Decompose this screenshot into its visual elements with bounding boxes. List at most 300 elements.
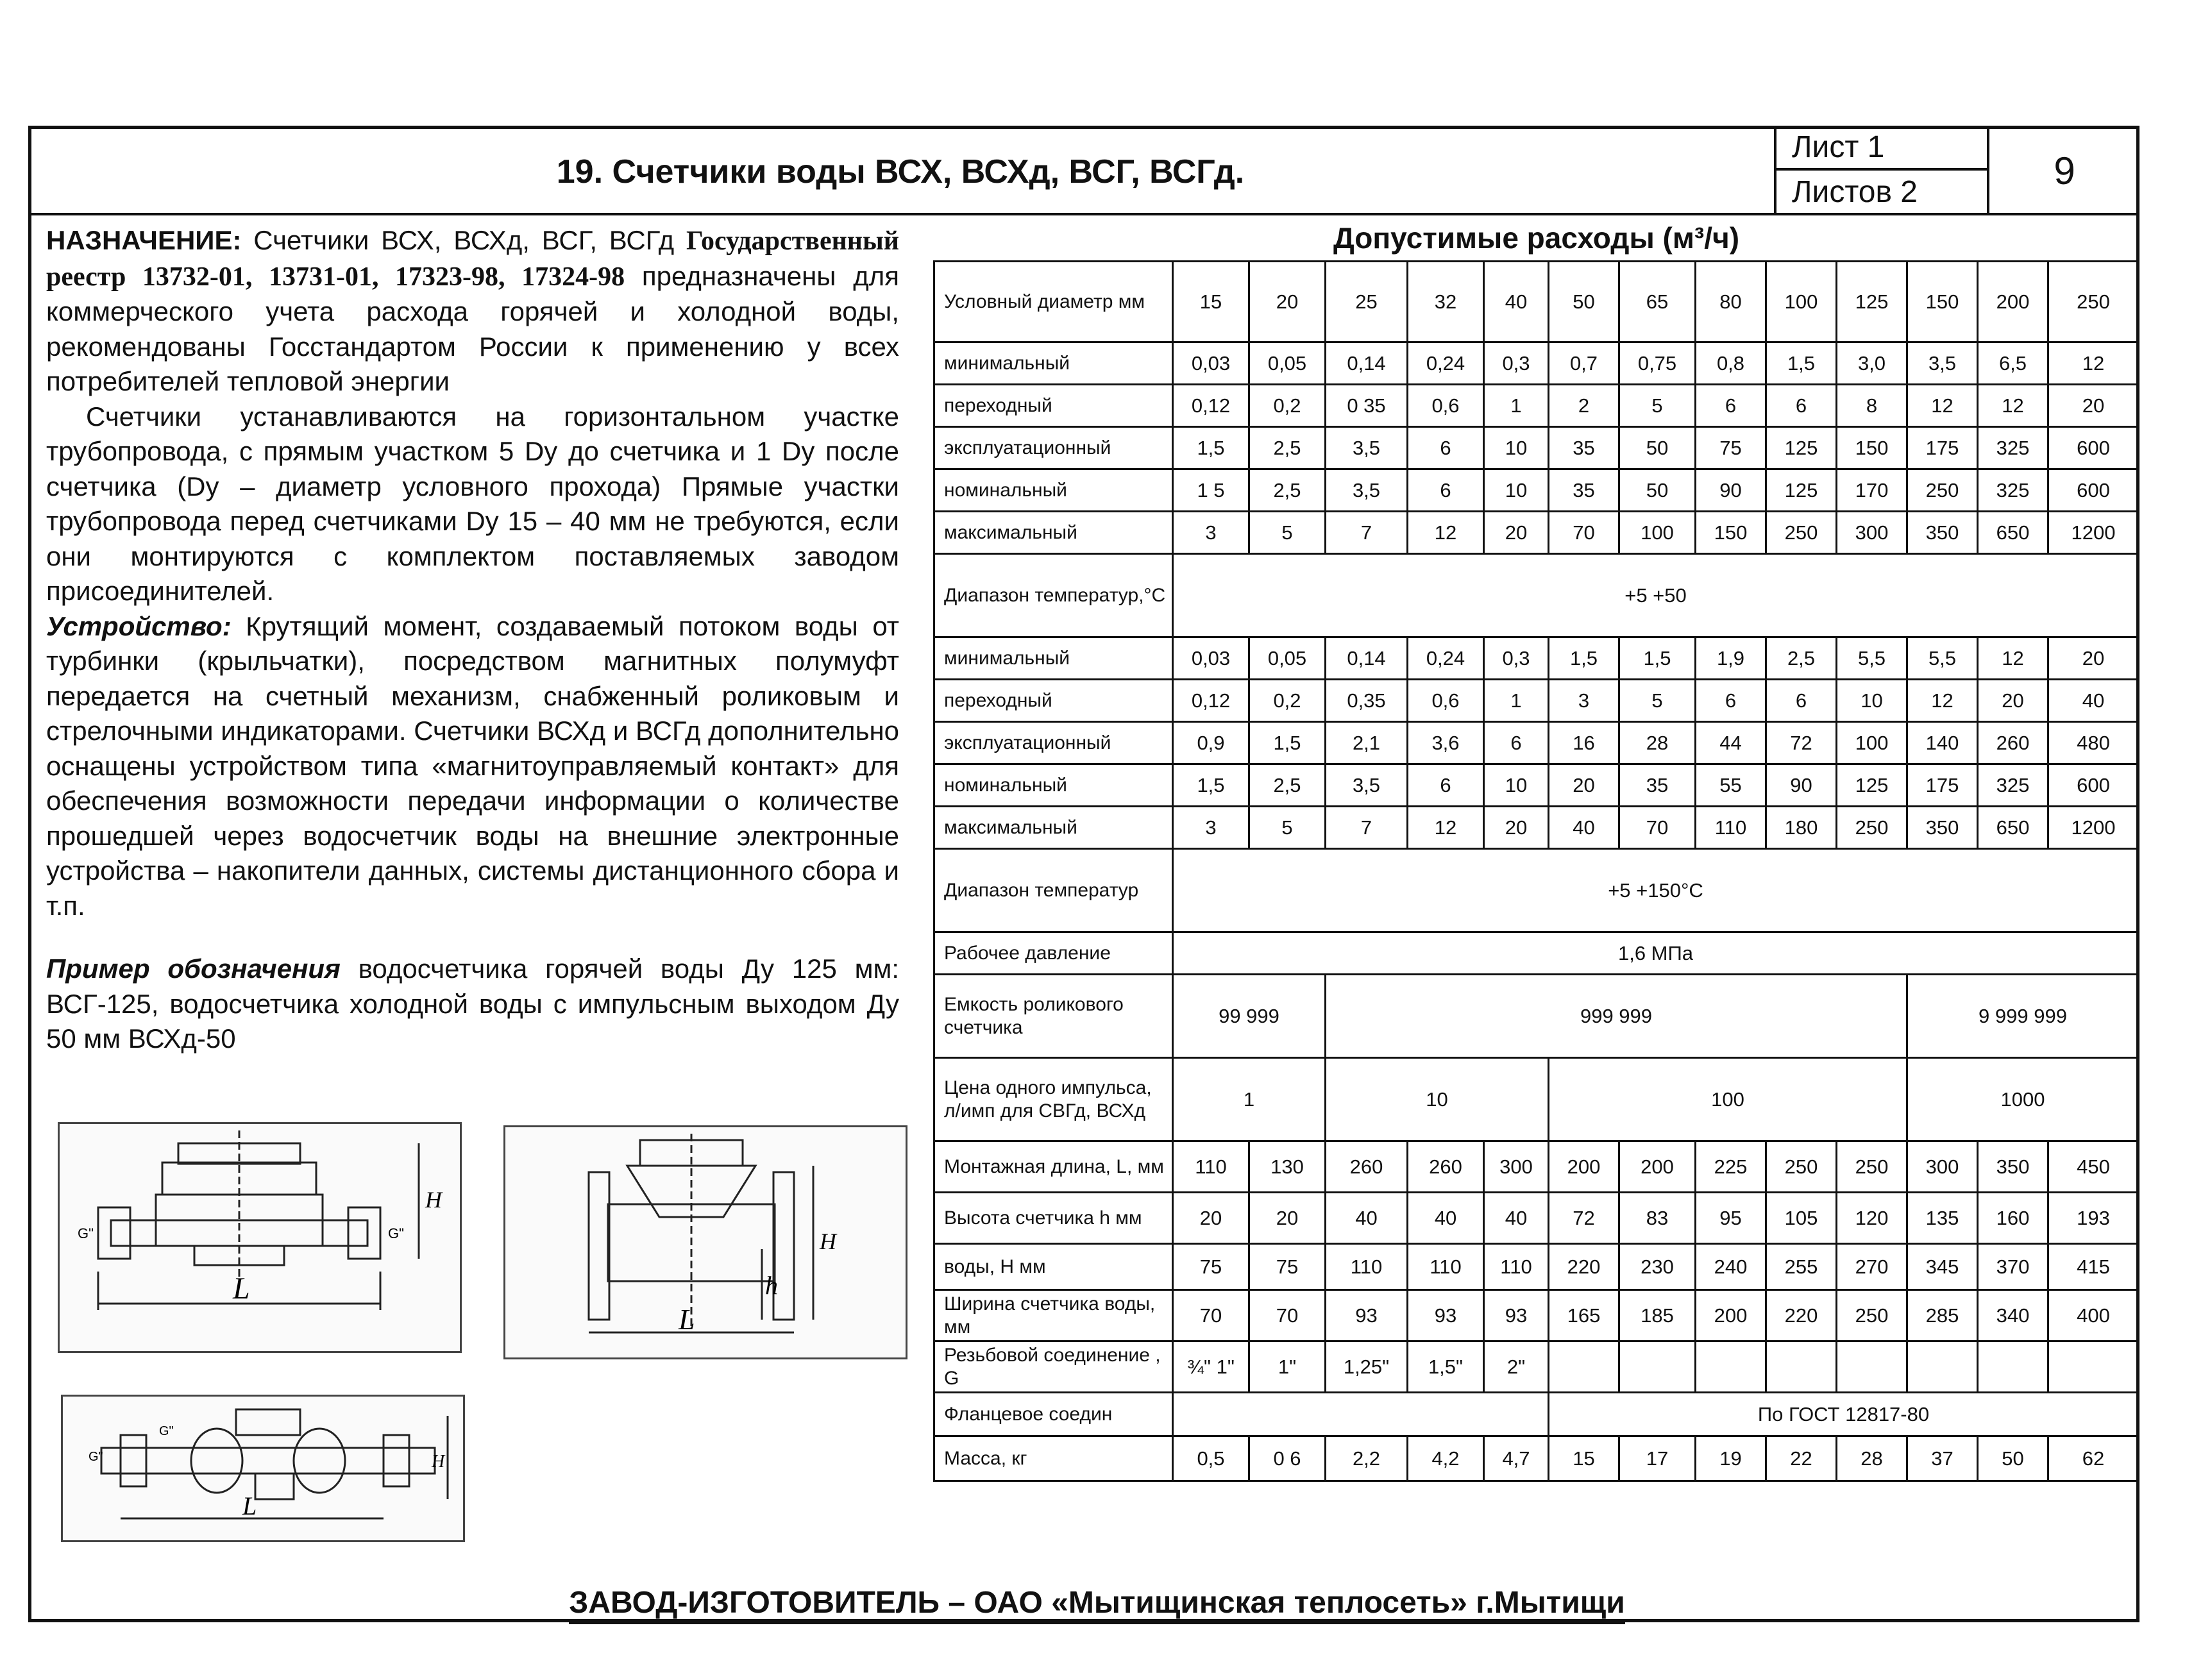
row-label: Диапазон температур,°С: [934, 554, 1173, 637]
value-cell: 260: [1326, 1141, 1408, 1193]
dim-label-h: H: [425, 1187, 442, 1213]
value-cell: 5: [1619, 385, 1696, 427]
dim-label-g-right: G": [388, 1225, 404, 1241]
thread-cell: 1": [1249, 1341, 1326, 1393]
value-cell: 95: [1696, 1193, 1766, 1244]
value-cell: 0,8: [1696, 342, 1766, 385]
value-cell: 20: [1549, 764, 1619, 807]
hot-flow-row: [934, 722, 2139, 764]
value-cell: 8: [1837, 385, 1907, 427]
capacity-cell: 999 999: [1326, 975, 1907, 1058]
value-cell: 12: [1978, 385, 2048, 427]
value-cell: 193: [2048, 1193, 2139, 1244]
row-label: Условный диаметр мм: [934, 262, 1173, 342]
value-cell: 1,9: [1696, 637, 1766, 680]
empty-cell: [1549, 1341, 1619, 1393]
value-cell: 0,9: [1173, 722, 1249, 764]
value-cell: 0,3: [1484, 637, 1549, 680]
value-cell: 100: [1619, 512, 1696, 554]
value-cell: 70: [1249, 1290, 1326, 1341]
value-cell: 0,2: [1249, 680, 1326, 722]
value-cell: 285: [1907, 1290, 1978, 1341]
value-cell: 6: [1766, 385, 1837, 427]
cold-flow-row: [934, 342, 2139, 385]
value-cell: 75: [1249, 1244, 1326, 1290]
value-cell: 93: [1484, 1290, 1549, 1341]
purpose-heading: НАЗНАЧЕНИЕ:: [46, 225, 242, 255]
diameter-cell: 50: [1549, 262, 1619, 342]
value-cell: 5: [1619, 680, 1696, 722]
spec-table: [933, 260, 2139, 1482]
value-cell: 175: [1907, 427, 1978, 469]
value-cell: 1,5: [1173, 764, 1249, 807]
value-cell: 5: [1249, 807, 1326, 849]
row-label: максимальный: [934, 807, 1173, 849]
value-cell: 70: [1173, 1290, 1249, 1341]
page-title: 19. Счетчики воды ВСХ, ВСХд, ВСГ, ВСГд.: [556, 153, 1245, 190]
row-label: Резьбовой соединение , G: [934, 1341, 1173, 1393]
value-cell: 2,5: [1249, 427, 1326, 469]
empty-cell: [1766, 1341, 1837, 1393]
value-cell: 28: [1837, 1436, 1907, 1481]
value-cell: 20: [1484, 807, 1549, 849]
value-cell: 1,5: [1249, 722, 1326, 764]
meter-flanged-svg: [505, 1127, 906, 1357]
value-cell: 10: [1484, 764, 1549, 807]
value-cell: 340: [1978, 1290, 2048, 1341]
empty-cell: [1173, 1393, 1549, 1436]
value-cell: 6: [1408, 764, 1484, 807]
capacity-row: [934, 975, 2139, 1058]
meter-drawing-flanged: [503, 1125, 907, 1359]
value-cell: 55: [1696, 764, 1766, 807]
value-cell: 325: [1978, 469, 2048, 512]
value-cell: 0,3: [1484, 342, 1549, 385]
pulse-cell: 100: [1549, 1058, 1907, 1141]
value-cell: 160: [1978, 1193, 2048, 1244]
temp-range-cell: +5 +50: [1173, 554, 2139, 637]
device-paragraph: Устройство: Крутящий момент, создаваемый потоком воды от турбинки (крыльчатки), посредством магнитных полумуфт передается на счетный механизм, снабженный роликовым и стрелочными индикаторами. Счетчики ВСХд и ВСГд дополнительно оснащены устройством типа «магнитоуправляемый контакт» для обеспечения возможности передачи информации о количестве прошедшей через водосчетчик воды на внешние электронные устройства – накопители данных, системы дистанционного сбора и т.п.: [46, 610, 899, 921]
value-cell: 40: [1408, 1193, 1484, 1244]
value-cell: 7: [1326, 807, 1408, 849]
value-cell: 250: [1837, 1290, 1907, 1341]
value-cell: 600: [2048, 764, 2139, 807]
value-cell: 250: [1837, 1141, 1907, 1193]
row-label: максимальный: [934, 512, 1173, 554]
dim-label-g-left: G": [78, 1225, 94, 1241]
value-cell: 15: [1549, 1436, 1619, 1481]
value-cell: 16: [1549, 722, 1619, 764]
value-cell: 125: [1766, 427, 1837, 469]
value-cell: 325: [1978, 764, 2048, 807]
height-H-row: [934, 1244, 2139, 1290]
value-cell: 110: [1173, 1141, 1249, 1193]
dim-label-l: L: [233, 1272, 250, 1306]
diameter-row: [934, 262, 2139, 342]
pressure-row: [934, 932, 2139, 975]
pulse-cell: 1000: [1907, 1058, 2139, 1141]
value-cell: 3: [1173, 807, 1249, 849]
value-cell: 0,6: [1408, 385, 1484, 427]
diameter-cell: 20: [1249, 262, 1326, 342]
value-cell: 175: [1907, 764, 1978, 807]
value-cell: 240: [1696, 1244, 1766, 1290]
value-cell: 300: [1484, 1141, 1549, 1193]
dim-label-l: L: [242, 1491, 257, 1520]
value-cell: 110: [1408, 1244, 1484, 1290]
value-cell: 0 35: [1326, 385, 1408, 427]
value-cell: 230: [1619, 1244, 1696, 1290]
row-label: переходный: [934, 680, 1173, 722]
value-cell: 6: [1484, 722, 1549, 764]
diameter-cell: 32: [1408, 262, 1484, 342]
thread-cell: 1,25": [1326, 1341, 1408, 1393]
meter-drawing-side: [58, 1122, 462, 1353]
diameter-cell: 25: [1326, 262, 1408, 342]
value-cell: 40: [1326, 1193, 1408, 1244]
value-cell: 220: [1549, 1244, 1619, 1290]
value-cell: 6,5: [1978, 342, 2048, 385]
width-row: [934, 1290, 2139, 1341]
thread-row: [934, 1341, 2139, 1393]
row-label: переходный: [934, 385, 1173, 427]
value-cell: 35: [1619, 764, 1696, 807]
value-cell: 150: [1696, 512, 1766, 554]
value-cell: 2,2: [1326, 1436, 1408, 1481]
value-cell: 6: [1766, 680, 1837, 722]
value-cell: 20: [1484, 512, 1549, 554]
value-cell: 120: [1837, 1193, 1907, 1244]
value-cell: 12: [1907, 385, 1978, 427]
value-cell: 125: [1837, 764, 1907, 807]
value-cell: 70: [1619, 807, 1696, 849]
value-cell: 40: [2048, 680, 2139, 722]
value-cell: 150: [1837, 427, 1907, 469]
thread-cell: 2": [1484, 1341, 1549, 1393]
diameter-cell: 250: [2048, 262, 2139, 342]
value-cell: 4,7: [1484, 1436, 1549, 1481]
value-cell: 50: [1978, 1436, 2048, 1481]
row-label: Монтажная длина, L, мм: [934, 1141, 1173, 1193]
value-cell: 6: [1696, 385, 1766, 427]
capacity-cell: 9 999 999: [1907, 975, 2139, 1058]
cold-temp-row: [934, 554, 2139, 637]
value-cell: 250: [1907, 469, 1978, 512]
value-cell: 90: [1696, 469, 1766, 512]
value-cell: 0,05: [1249, 637, 1326, 680]
row-label: Диапазон температур: [934, 849, 1173, 932]
value-cell: 0,14: [1326, 637, 1408, 680]
row-label: минимальный: [934, 342, 1173, 385]
row-label: Цена одного импульса, л/имп для СВГд, ВСХд: [934, 1058, 1173, 1141]
value-cell: 50: [1619, 469, 1696, 512]
cold-flow-row: [934, 427, 2139, 469]
value-cell: 125: [1766, 469, 1837, 512]
value-cell: 19: [1696, 1436, 1766, 1481]
value-cell: 0,12: [1173, 680, 1249, 722]
row-label: Ширина счетчика воды, мм: [934, 1290, 1173, 1341]
value-cell: 22: [1766, 1436, 1837, 1481]
value-cell: 1,5: [1549, 637, 1619, 680]
device-heading: Устройство:: [46, 610, 232, 641]
value-cell: 0,03: [1173, 342, 1249, 385]
value-cell: 10: [1837, 680, 1907, 722]
dim-label-h-big: H: [820, 1229, 836, 1254]
hot-flow-row: [934, 637, 2139, 680]
value-cell: 40: [1549, 807, 1619, 849]
value-cell: 0,03: [1173, 637, 1249, 680]
value-cell: 0,75: [1619, 342, 1696, 385]
value-cell: 165: [1549, 1290, 1619, 1341]
value-cell: 40: [1484, 1193, 1549, 1244]
diameter-cell: 200: [1978, 262, 2048, 342]
value-cell: 600: [2048, 427, 2139, 469]
empty-cell: [2048, 1341, 2139, 1393]
value-cell: 300: [1907, 1141, 1978, 1193]
spec-table-body: [934, 262, 2139, 1481]
pulse-row: [934, 1058, 2139, 1141]
flange-row: [934, 1393, 2139, 1436]
value-cell: 75: [1696, 427, 1766, 469]
value-cell: 140: [1907, 722, 1978, 764]
value-cell: 50: [1619, 427, 1696, 469]
value-cell: 12: [2048, 342, 2139, 385]
value-cell: 3: [1549, 680, 1619, 722]
row-label: эксплуатационный: [934, 427, 1173, 469]
value-cell: 2,5: [1766, 637, 1837, 680]
value-cell: 2: [1549, 385, 1619, 427]
sheet-label: Лист 1: [1792, 130, 1885, 164]
meter-couplings-svg: [63, 1397, 463, 1540]
value-cell: 370: [1978, 1244, 2048, 1290]
value-cell: 37: [1907, 1436, 1978, 1481]
cold-flow-row: [934, 512, 2139, 554]
value-cell: 0,7: [1549, 342, 1619, 385]
length-row: [934, 1141, 2139, 1193]
value-cell: 0,05: [1249, 342, 1326, 385]
value-cell: 110: [1326, 1244, 1408, 1290]
example-heading: Пример обозначения: [46, 953, 341, 984]
value-cell: 3,5: [1326, 469, 1408, 512]
value-cell: 0,6: [1408, 680, 1484, 722]
value-cell: 90: [1766, 764, 1837, 807]
value-cell: 6: [1696, 680, 1766, 722]
value-cell: 12: [1978, 637, 2048, 680]
value-cell: 1,5: [1619, 637, 1696, 680]
meter-drawing-couplings: [61, 1395, 465, 1542]
value-cell: 12: [1907, 680, 1978, 722]
value-cell: 1,5: [1173, 427, 1249, 469]
diameter-cell: 125: [1837, 262, 1907, 342]
value-cell: 260: [1408, 1141, 1484, 1193]
value-cell: 93: [1408, 1290, 1484, 1341]
value-cell: 5: [1249, 512, 1326, 554]
flange-cell: По ГОСТ 12817-80: [1549, 1393, 2139, 1436]
value-cell: 3,5: [1326, 764, 1408, 807]
description-text: [46, 223, 899, 1057]
value-cell: 0 6: [1249, 1436, 1326, 1481]
value-cell: 270: [1837, 1244, 1907, 1290]
value-cell: 0,5: [1173, 1436, 1249, 1481]
value-cell: 44: [1696, 722, 1766, 764]
value-cell: 5,5: [1837, 637, 1907, 680]
value-cell: 350: [1907, 512, 1978, 554]
value-cell: 110: [1696, 807, 1766, 849]
value-cell: 5,5: [1907, 637, 1978, 680]
value-cell: 255: [1766, 1244, 1837, 1290]
sheets-count-label: Листов 2: [1792, 175, 1918, 209]
value-cell: 20: [1978, 680, 2048, 722]
example-paragraph: Пример обозначения водосчетчика горячей воды Ду 125 мм: ВСГ-125, водосчетчика холодной воды с импульсным выходом Ду 50 мм ВСХд-50: [46, 953, 899, 1054]
title-row: [28, 126, 2139, 215]
value-cell: 135: [1907, 1193, 1978, 1244]
value-cell: 4,2: [1408, 1436, 1484, 1481]
hot-flow-row: [934, 680, 2139, 722]
row-label: Высота счетчика h мм: [934, 1193, 1173, 1244]
value-cell: 35: [1549, 427, 1619, 469]
value-cell: 6: [1408, 427, 1484, 469]
value-cell: 12: [1408, 512, 1484, 554]
value-cell: 130: [1249, 1141, 1326, 1193]
value-cell: 3,6: [1408, 722, 1484, 764]
dim-label-l: L: [679, 1303, 695, 1336]
value-cell: 250: [1837, 807, 1907, 849]
value-cell: 350: [1978, 1141, 2048, 1193]
value-cell: 1 5: [1173, 469, 1249, 512]
diameter-cell: 65: [1619, 262, 1696, 342]
value-cell: 3,5: [1326, 427, 1408, 469]
value-cell: 600: [2048, 469, 2139, 512]
height-h-row: [934, 1193, 2139, 1244]
value-cell: 20: [2048, 637, 2139, 680]
value-cell: 1200: [2048, 807, 2139, 849]
value-cell: 20: [2048, 385, 2139, 427]
diameter-cell: 100: [1766, 262, 1837, 342]
value-cell: 3,0: [1837, 342, 1907, 385]
diameter-cell: 80: [1696, 262, 1766, 342]
value-cell: 400: [2048, 1290, 2139, 1341]
dim-label-h: H: [432, 1452, 445, 1472]
hot-temp-row: [934, 849, 2139, 932]
value-cell: 650: [1978, 512, 2048, 554]
table-caption: Допустимые расходы (м³/ч): [1333, 221, 1740, 255]
value-cell: 62: [2048, 1436, 2139, 1481]
value-cell: 345: [1907, 1244, 1978, 1290]
page-number: 9: [2054, 149, 2075, 192]
meter-side-svg: [60, 1124, 460, 1351]
value-cell: 200: [1549, 1141, 1619, 1193]
diameter-cell: 150: [1907, 262, 1978, 342]
row-label: Масса, кг: [934, 1436, 1173, 1481]
temp-range-cell: +5 +150°С: [1173, 849, 2139, 932]
value-cell: 1200: [2048, 512, 2139, 554]
value-cell: 0,35: [1326, 680, 1408, 722]
value-cell: 200: [1696, 1290, 1766, 1341]
sheet-info-box: [1774, 126, 2139, 215]
purpose-paragraph: НАЗНАЧЕНИЕ: Счетчики ВСХ, ВСХд, ВСГ, ВСГд Государственный реестр 13732-01, 13731-01, 17323-98, 17324-98 предназначены для коммерческого учета расхода горячей и холодной воды, рекомендованы Госстандартом России к применению у всех потребителей тепловой энергии: [46, 225, 899, 396]
value-cell: 350: [1907, 807, 1978, 849]
value-cell: 20: [1173, 1193, 1249, 1244]
value-cell: 105: [1766, 1193, 1837, 1244]
value-cell: 185: [1619, 1290, 1696, 1341]
value-cell: 0,14: [1326, 342, 1408, 385]
cold-flow-row: [934, 385, 2139, 427]
empty-cell: [1978, 1341, 2048, 1393]
value-cell: 7: [1326, 512, 1408, 554]
dim-label-h-small: h: [765, 1271, 778, 1300]
registry-numbers: Государственный реестр 13732-01, 13731-01, 17323-98, 17324-98: [46, 226, 899, 292]
empty-cell: [1696, 1341, 1766, 1393]
value-cell: 12: [1408, 807, 1484, 849]
thread-cell: ¾" 1": [1173, 1341, 1249, 1393]
pulse-cell: 10: [1326, 1058, 1549, 1141]
row-label: эксплуатационный: [934, 722, 1173, 764]
diameter-cell: 40: [1484, 262, 1549, 342]
row-label: воды, H мм: [934, 1244, 1173, 1290]
value-cell: 72: [1549, 1193, 1619, 1244]
value-cell: 450: [2048, 1141, 2139, 1193]
hot-flow-row: [934, 764, 2139, 807]
value-cell: 3: [1173, 512, 1249, 554]
row-label: Фланцевое соедин: [934, 1393, 1173, 1436]
empty-cell: [1907, 1341, 1978, 1393]
value-cell: 17: [1619, 1436, 1696, 1481]
value-cell: 225: [1696, 1141, 1766, 1193]
value-cell: 2,5: [1249, 469, 1326, 512]
value-cell: 20: [1249, 1193, 1326, 1244]
value-cell: 0,24: [1408, 342, 1484, 385]
value-cell: 93: [1326, 1290, 1408, 1341]
value-cell: 83: [1619, 1193, 1696, 1244]
value-cell: 2,5: [1249, 764, 1326, 807]
thread-cell: 1,5": [1408, 1341, 1484, 1393]
installation-paragraph: Счетчики устанавливаются на горизонтальном участке трубопровода, с прямым участком 5 Dy до счетчика и 1 Dy после счетчика (Dy – диаметр условного прохода) Прямые участки трубопровода перед счетчиками Dy 15 – 40 мм не требуются, если они монтируются с комплектом поставляемых заводом присоединителей.: [46, 401, 899, 606]
hot-flow-row: [934, 807, 2139, 849]
value-cell: 250: [1766, 512, 1837, 554]
value-cell: 325: [1978, 427, 2048, 469]
value-cell: 35: [1549, 469, 1619, 512]
dim-label-g-left: G": [89, 1450, 103, 1464]
value-cell: 28: [1619, 722, 1696, 764]
value-cell: 180: [1766, 807, 1837, 849]
value-cell: 170: [1837, 469, 1907, 512]
value-cell: 200: [1619, 1141, 1696, 1193]
value-cell: 10: [1484, 427, 1549, 469]
cold-flow-row: [934, 469, 2139, 512]
value-cell: 1: [1484, 680, 1549, 722]
value-cell: 0,2: [1249, 385, 1326, 427]
diameter-cell: 15: [1173, 262, 1249, 342]
manufacturer-footer: [0, 1585, 2194, 1624]
value-cell: 2,1: [1326, 722, 1408, 764]
value-cell: 6: [1408, 469, 1484, 512]
row-label: номинальный: [934, 469, 1173, 512]
row-label: номинальный: [934, 764, 1173, 807]
value-cell: 300: [1837, 512, 1907, 554]
value-cell: 70: [1549, 512, 1619, 554]
value-cell: 0,24: [1408, 637, 1484, 680]
empty-cell: [1619, 1341, 1696, 1393]
value-cell: 3,5: [1907, 342, 1978, 385]
dim-label-g-top: G": [159, 1424, 174, 1438]
value-cell: 110: [1484, 1244, 1549, 1290]
value-cell: 220: [1766, 1290, 1837, 1341]
value-cell: 260: [1978, 722, 2048, 764]
row-label: Емкость роликового счетчика: [934, 975, 1173, 1058]
manufacturer-text: ЗАВОД-ИЗГОТОВИТЕЛЬ – ОАО «Мытищинская теплосеть» г.Мытищи: [569, 1585, 1624, 1624]
value-cell: 72: [1766, 722, 1837, 764]
value-cell: 250: [1766, 1141, 1837, 1193]
